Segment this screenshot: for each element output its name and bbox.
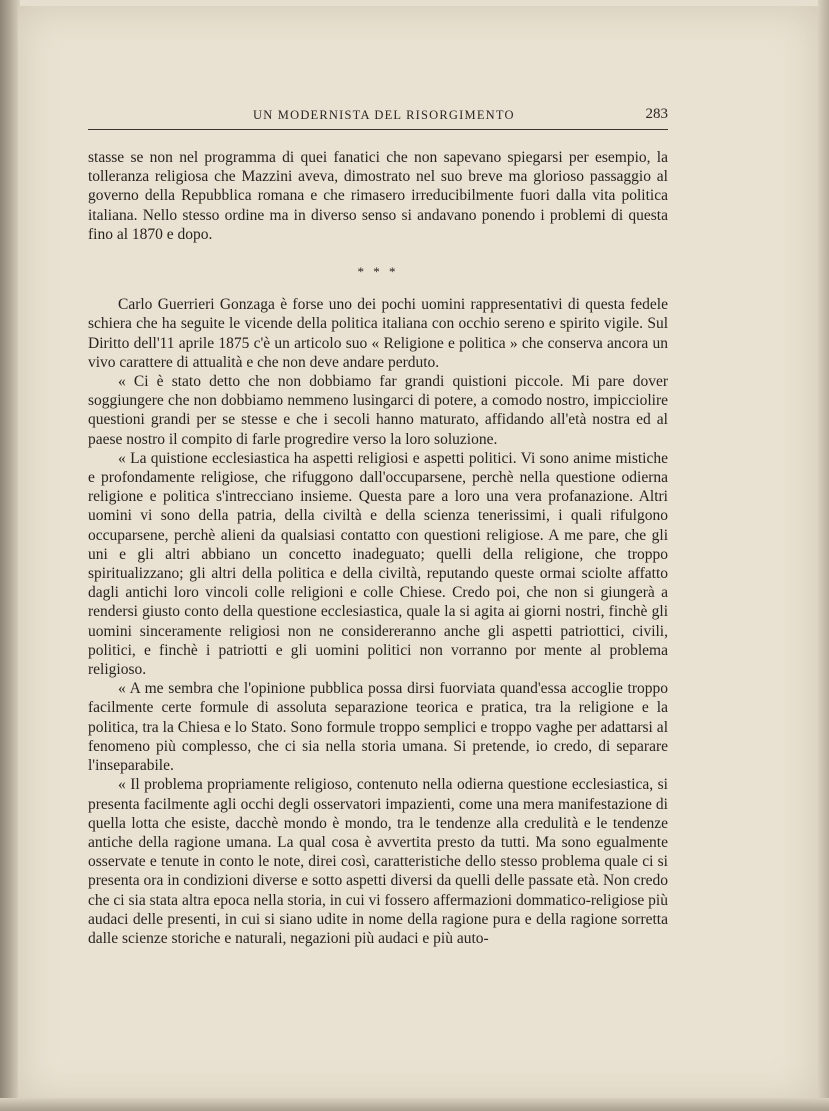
quoted-paragraph: « Il problema propriamente religioso, contenuto nella odierna questione ecclesiastica, si presenta facilmente agli occhi degli osservatori impazienti, come una mera manifestazione di quella lotta che esiste, dacchè mondo è mondo, tra le tendenze alla credulità e le tendenze antiche della ragione umana. La qual cosa è avvertita presto da tutti. Ma sono egualmente osservate e tenute in conto le note, direi così, caratteristiche dello stesso problema quale ci si presenta ora in condizioni diverse e sotto aspetti diversi da quelli delle passate età. Non credo che ci sia stata altra epoca nella storia, in cui vi fossero affermazioni dommatico-religiose più audaci delle presenti, in cui si siano udite in nome della ragione pura e della ragione sorretta dalle scienze storiche e naturali, negazioni più audaci e più auto-: [88, 776, 668, 947]
header-rule: [88, 129, 668, 130]
page-right-edge: [818, 0, 829, 1111]
quoted-paragraph: « La quistione ecclesiastica ha aspetti religiosi e aspetti politici. Vi sono anime mistiche e profondamente religiose, che rifuggono dall'occuparsene, perchè nella questione odierna religione e politica s'intrecciano insieme. Questa pare a loro una vera profanazione. Altri uomini vi sono della patria, della civiltà e della scienza tenerissimi, i quali rifulgono occuparsene, perchè alieni da qualsiasi contatto con questioni religiose. A me pare, che gli uni e gli altri abbiano un concetto inadeguato; quelli della religione, che troppo spiritualizzano; gli altri della politica e della civiltà, reputando queste ormai sciolte affatto dagli antichi loro vincoli colle religioni e colle Chiese. Credo poi, che non si giungerà a rendersi giusto conto della questione ecclesiastica, quale la si agita ai giorni nostri, finchè gli uomini sinceramente religiosi non ne considereranno anche gli aspetti patriottici, civili, politici, e finchè i patriotti e gli uomini politici non vorranno por mente al problema religioso.: [88, 449, 668, 679]
paragraph-continuation: stasse se non nel programma di quei fanatici che non sapevano spiegarsi per esempio, la tolleranza religiosa che Mazzini aveva, dimostrato nel suo breve ma glorioso passaggio al governo della Repubblica romana e che rimasero irreducibilmente fuori dalla vita politica italiana. Nello stesso ordine ma in diverso senso si andavano ponendo i problemi di questa fino al 1870 e dopo.: [88, 149, 668, 243]
running-title: UN MODERNISTA DEL RISORGIMENTO: [253, 108, 515, 122]
quoted-paragraph: « Ci è stato detto che non dobbiamo far grandi quistioni piccole. Mi pare dover soggiungere che non dobbiamo nemmeno lusingarci di potere, a comodo nostro, impicciolire questioni grandi per se stesse e che i secoli hanno maturato, affidando all'età nostra ed al paese nostro il compito di farle progredire verso la loro soluzione.: [88, 373, 668, 448]
page-bottom-edge: [0, 1098, 829, 1111]
paragraph: Carlo Guerrieri Gonzaga è forse uno dei pochi uomini rappresentativi di questa fedele schiera che ha seguite le vicende della politica italiana con occhio sereno e spirito vigile. Sul Diritto dell'11 aprile 1875 c'è un articolo suo « Religione e politica » che conserva ancora un vivo carattere di attualità e che non deve andare perduto.: [88, 296, 668, 371]
running-header: [88, 106, 668, 126]
quoted-paragraph: « A me sembra che l'opinione pubblica possa dirsi fuorviata quand'essa accoglie troppo facilmente certe formule di assoluta separazione teorica e pratica, tra la religione e la politica, tra la Chiesa e lo Stato. Sono formule troppo semplici e troppo vaghe per adattarsi al fenomeno più complesso, che ci sia nella storia umana. Si pretende, io credo, di separare l'inseparabile.: [88, 680, 668, 775]
page-gutter: [0, 0, 20, 1111]
page-number: 283: [645, 106, 668, 122]
section-separator: * * *: [357, 264, 399, 280]
body-text: [88, 148, 668, 948]
